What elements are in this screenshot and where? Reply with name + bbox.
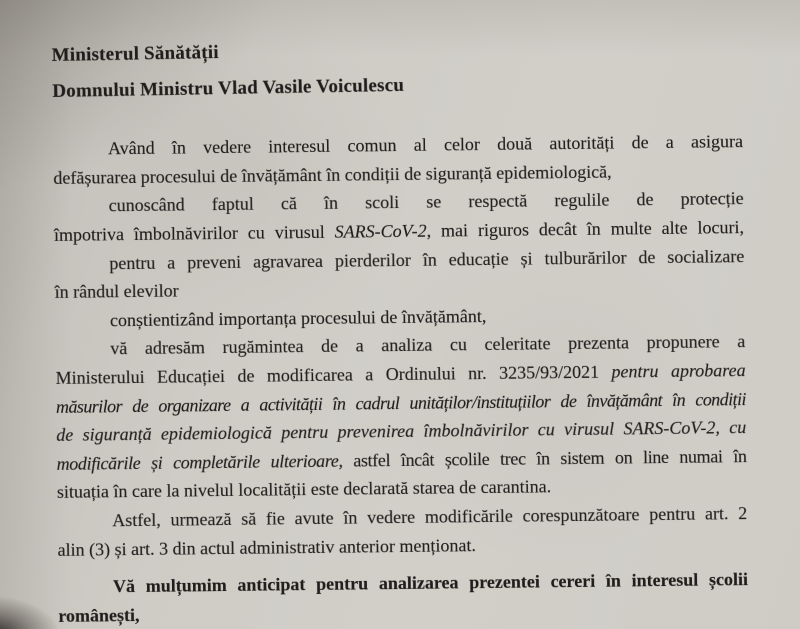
text-segment-italic: pentru aprobarea [611,360,746,382]
text-segment: Având în vedere interesul comun al celor două autorități de a asigura [107,131,744,159]
text-segment-italic: măsurilor de organizare a activității în cadrul unităților/instituțiilor de învățământ în condiții [55,388,747,417]
text-segment-bold: românești, [58,604,140,626]
text-segment: conștientizând importanța procesului de învățământ, [109,305,487,331]
text-segment: împotriva îmbolnăvirilor cu virusul [53,221,335,245]
text-segment: alin (3) și art. 3 din actul administrativ anterior menționat. [57,534,477,560]
letter-body [53,127,749,629]
text-segment-italic: modificările și completările ulterioare, [56,450,343,474]
letter-header [51,30,742,106]
recipient-person-line [52,65,742,106]
text-segment: situația în care la nivelul localității este declarată starea de carantina. [56,476,552,503]
text-segment-italic: SARS-CoV-2 [334,220,427,242]
text-segment-bold: Vă mulțumim anticipat pentru analizarea prezentei cereri în interesul școlii [112,569,749,597]
text-segment: vă adresăm rugămintea de a analiza cu celeritate prezenta propunere a [110,331,746,359]
recipient-org: Ministerul Sănătății [51,42,219,66]
text-segment: , mai riguros decât în multe alte locuri, [426,217,745,241]
text-segment-italic: de siguranță epidemiologică pentru prevenirea îmbolnăvirilor cu virusul SARS-CoV-2, cu [56,417,747,446]
recipient-person: Domnului Ministru Vlad Vasile Voiculescu [52,74,405,102]
text-segment: defășurarea procesului de învățământ în condiții de siguranță epidemiologică, [53,161,612,188]
text-segment: cunoscând faptul că în scoli se respectă regulile de protecție [108,188,744,216]
text-segment: Astfel, urmează să fie avute în vedere modificările corespunzătoare pentru art. 2 [112,502,748,531]
text-segment: astfel încât școlile trec în sistem on line numai în [342,445,747,471]
text-segment: pentru a preveni agravarea pierderilor în educație și tulburărilor de socializare [109,245,745,273]
text-segment: Ministerului Educației de modificarea a Ordinului nr. 3235/93/2021 [55,361,612,388]
recipient-org-line [51,30,741,71]
text-segment: în rândul elevilor [54,280,179,303]
